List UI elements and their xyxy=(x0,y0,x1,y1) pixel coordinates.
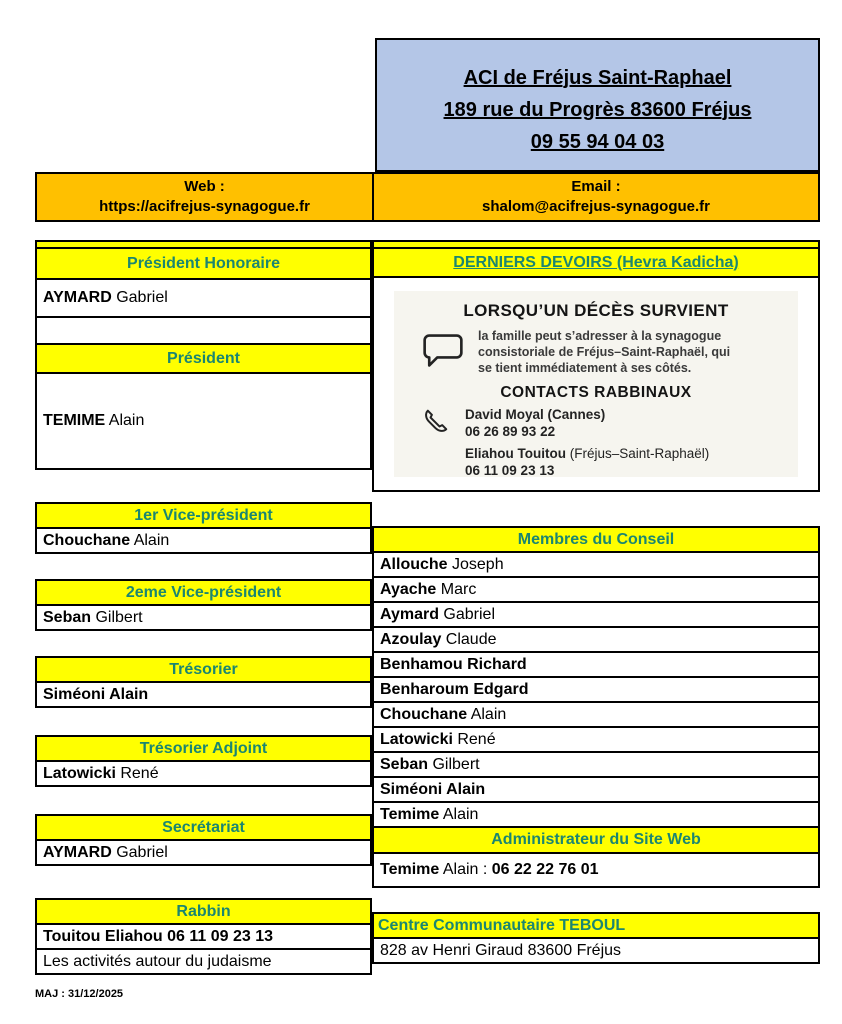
left-column xyxy=(35,240,372,975)
vp2-name: Seban Gilbert xyxy=(35,604,372,631)
admin-site-web-contact: Temime Alain : 06 22 22 76 01 xyxy=(372,852,820,888)
org-phone: 09 55 94 04 03 xyxy=(530,130,665,153)
section-header-president-honoraire: Président Honoraire xyxy=(35,247,372,280)
right-column xyxy=(372,240,820,964)
flyer-title: LORSQU’UN DÉCÈS SURVIENT xyxy=(463,301,729,320)
council-member-row: Siméoni Alain xyxy=(372,776,820,803)
org-address: 189 rue du Progrès 83600 Fréjus xyxy=(443,98,752,121)
rabbin-activities: Les activités autour du judaisme xyxy=(35,948,372,975)
secretariat-name: AYMARD Gabriel xyxy=(35,839,372,866)
last-updated-label: MAJ : 31/12/2025 xyxy=(35,988,124,1000)
flyer-body-text: la famille peut s’adresser à la synagogue consistoriale de Fréjus–Saint-Raphaël, qui se tient immédiatement à ses côtés. xyxy=(478,329,731,375)
web-label: Web : xyxy=(184,177,225,195)
council-member-row: Benharoum Edgard xyxy=(372,676,820,703)
email-label: Email : xyxy=(571,177,621,195)
council-member-row: Seban Gilbert xyxy=(372,751,820,778)
council-member-row: Chouchane Alain xyxy=(372,701,820,728)
org-name: ACI de Fréjus Saint-Raphael xyxy=(463,66,732,89)
derniers-devoirs-flyer xyxy=(372,276,820,492)
contact2-name: Eliahou Touitou (Fréjus–Saint-Raphaël) xyxy=(465,445,710,461)
section-header-secretariat: Secrétariat xyxy=(35,814,372,841)
section-header-admin-site-web: Administrateur du Site Web xyxy=(372,826,820,854)
rabbin-name: Touitou Eliahou 06 11 09 23 13 xyxy=(35,923,372,950)
council-member-row: Allouche Joseph xyxy=(372,551,820,578)
web-cell xyxy=(35,172,374,222)
section-header-vp1: 1er Vice-président xyxy=(35,502,372,529)
president-honoraire-name: AYMARD Gabriel xyxy=(35,278,372,318)
centre-teboul-address: 828 av Henri Giraud 83600 Fréjus xyxy=(372,937,820,964)
section-header-tresorier-adjoint: Trésorier Adjoint xyxy=(35,735,372,762)
contact1-name: David Moyal (Cannes) xyxy=(465,407,606,422)
council-member-row: Ayache Marc xyxy=(372,576,820,603)
contact1-phone: 06 26 89 93 22 xyxy=(465,423,556,439)
flyer-card xyxy=(394,291,798,477)
council-member-row: Benhamou Richard xyxy=(372,651,820,678)
section-header-derniers-devoirs: DERNIERS DEVOIRS (Hevra Kadicha) xyxy=(372,247,820,278)
speech-bubble-icon xyxy=(420,328,466,375)
tresorier-name: Siméoni Alain xyxy=(35,681,372,708)
vp1-name: Chouchane Alain xyxy=(35,527,372,554)
org-header-card xyxy=(375,38,820,172)
tresorier-adjoint-name: Latowicki René xyxy=(35,760,372,787)
section-header-membres-conseil: Membres du Conseil xyxy=(372,526,820,553)
email-value: shalom@acifrejus-synagogue.fr xyxy=(481,198,711,215)
contacts-rabbinaux-title: CONTACTS RABBINAUX xyxy=(500,384,692,401)
council-member-row: Latowicki René xyxy=(372,726,820,753)
phone-icon xyxy=(422,407,456,440)
web-url: https://acifrejus-synagogue.fr xyxy=(99,198,310,215)
council-member-row: Azoulay Claude xyxy=(372,626,820,653)
empty-cell xyxy=(35,316,372,345)
contact2-phone: 06 11 09 23 13 xyxy=(465,462,555,478)
section-header-vp2: 2eme Vice-président xyxy=(35,579,372,606)
section-header-tresorier: Trésorier xyxy=(35,656,372,683)
council-member-row: Temime Alain xyxy=(372,801,820,828)
section-header-centre-teboul: Centre Communautaire TEBOUL xyxy=(372,912,820,939)
section-header-president: Président xyxy=(35,343,372,374)
section-header-rabbin: Rabbin xyxy=(35,898,372,925)
email-cell xyxy=(372,172,820,222)
council-member-row: Aymard Gabriel xyxy=(372,601,820,628)
president-name: TEMIME Alain xyxy=(35,372,372,470)
